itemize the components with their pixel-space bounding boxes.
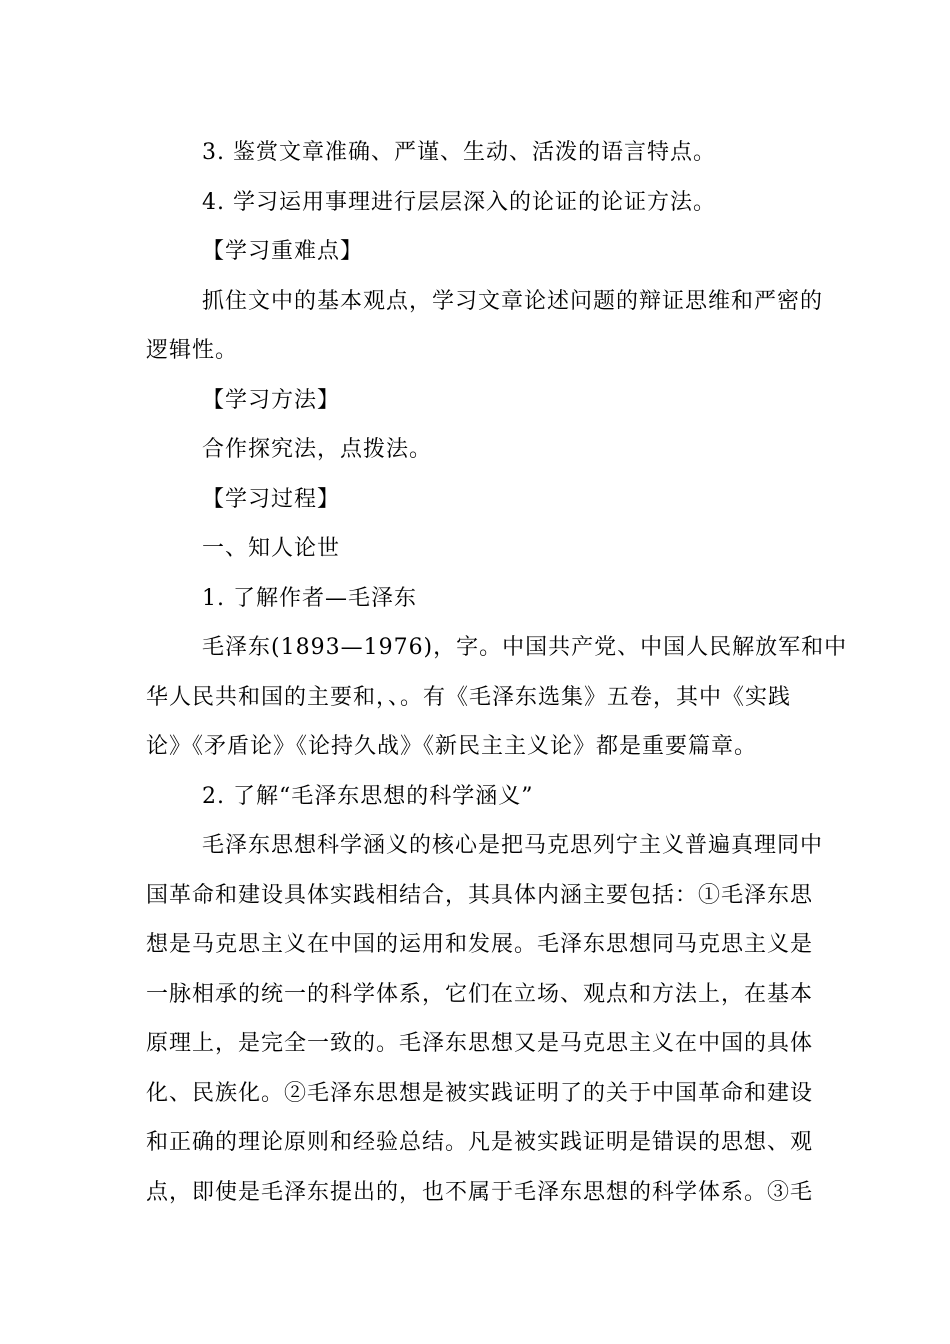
subheading-author: 1. 了解作者—毛泽东 [202, 585, 417, 611]
objective-4: 4. 学习运用事理进行层层深入的论证的论证方法。 [202, 189, 716, 215]
objective-3: 3. 鉴赏文章准确、严谨、生动、活泼的语言特点。 [202, 140, 716, 165]
paragraph-meaning-line-8: 点，即使是毛泽东提出的，也不属于毛泽东思想的科学体系。③毛 [146, 1179, 814, 1205]
paragraph-meaning-line-2: 国革命和建设具体实践相结合，其具体内涵主要包括：①毛泽东思 [146, 882, 814, 908]
subheading-meaning: 2. 了解“毛泽东思想的科学涵义” [202, 783, 534, 809]
section-heading-1: 一、知人论世 [202, 536, 341, 561]
paragraph-meaning-line-4: 一脉相承的统一的科学体系，它们在立场、观点和方法上，在基本 [146, 981, 814, 1007]
heading-key-difficulties: 【学习重难点】 [202, 239, 364, 264]
paragraph-meaning-line-7: 和正确的理论原则和经验总结。凡是被实践证明是错误的思想、观 [146, 1130, 814, 1155]
heading-study-method: 【学习方法】 [202, 387, 341, 413]
paragraph-study-method: 合作探究法，点拨法。 [202, 437, 433, 462]
paragraph-author-line-3: 论》《矛盾论》《论持久战》《新民主主义论》都是重要篇章。 [146, 734, 758, 759]
paragraph-meaning-line-1: 毛泽东思想科学涵义的核心是把马克思列宁主义普遍真理同中 [202, 833, 824, 858]
paragraph-meaning-line-6: 化、民族化。②毛泽东思想是被实践证明了的关于中国革命和建设 [146, 1080, 814, 1106]
paragraph-key-difficulties-line-2: 逻辑性。 [146, 338, 239, 363]
paragraph-meaning-line-5: 原理上，是完全一致的。毛泽东思想又是马克思主义在中国的具体 [146, 1031, 814, 1056]
heading-study-process: 【学习过程】 [202, 486, 341, 512]
paragraph-author-line-2: 华人民共和国的主要和，、。有《毛泽东选集》五卷，其中《实践 [146, 684, 792, 710]
paragraph-author-line-1: 毛泽东(1893—1976)，字。中国共产党、中国人民解放军和中 [202, 635, 848, 660]
paragraph-key-difficulties-line-1: 抓住文中的基本观点，学习文章论述问题的辩证思维和严密的 [202, 288, 824, 314]
document-body [146, 128, 848, 1217]
paragraph-meaning-line-3: 想是马克思主义在中国的运用和发展。毛泽东思想同马克思主义是 [146, 932, 814, 957]
